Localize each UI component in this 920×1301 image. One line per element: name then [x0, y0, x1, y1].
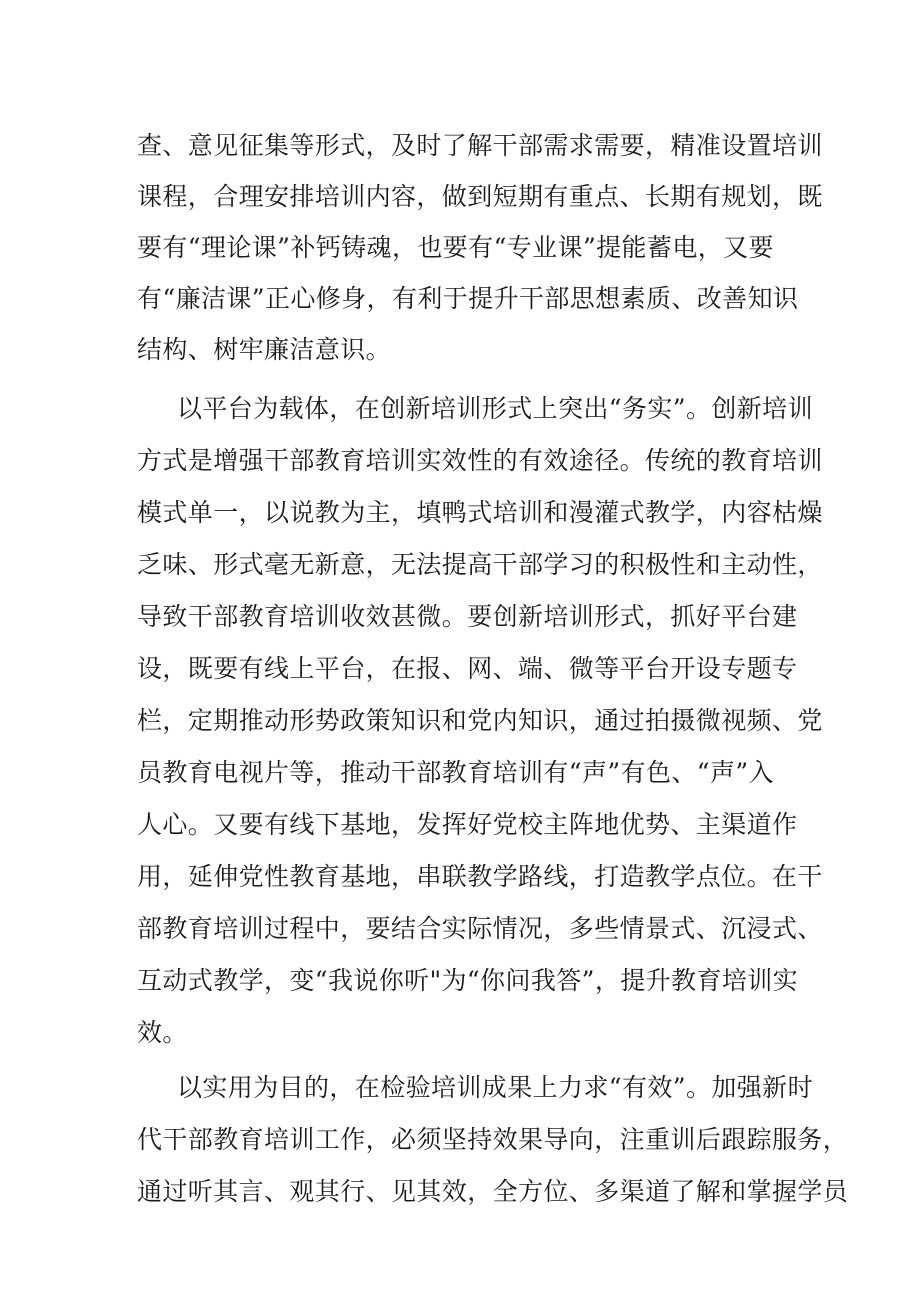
paragraph-2-line-6: 设，既要有线上平台，在报、网、端、微等平台开设专题专 — [137, 654, 798, 683]
paragraph-2-line-11: 部教育培训过程中，要结合实际情况，多些情景式、沉浸式、 — [137, 914, 823, 943]
paragraph-1-line-1: 查、意见征集等形式，及时了解干部需求需要，精准设置培训 — [137, 131, 823, 160]
paragraph-2-line-5: 导致干部教育培训收效甚微。要创新培训形式，抓好平台建 — [137, 602, 798, 631]
paragraph-2-line-3: 模式单一，以说教为主，填鸭式培训和漫灌式教学，内容枯燥 — [137, 498, 823, 527]
paragraph-2-line-8: 员教育电视片等，推动干部教育培训有“声”有色、“声”入 — [137, 758, 774, 787]
paragraph-1-line-4: 有“廉洁课”正心修身，有利于提升干部思想素质、改善知识 — [137, 284, 799, 313]
paragraph-1-line-3: 要有“理论课”补钙铸魂，也要有“专业课”提能蓄电，又要 — [137, 233, 774, 262]
paragraph-1-line-5: 结构、树牢廉洁意识。 — [137, 335, 392, 364]
paragraph-2-line-9: 人心。又要有线下基地，发挥好党校主阵地优势、主渠道作 — [137, 810, 798, 839]
paragraph-1-line-2: 课程，合理安排培训内容，做到短期有重点、长期有规划，既 — [137, 182, 823, 211]
paragraph-2-line-1: 以平台为载体，在创新培训形式上突出“务实”。创新培训 — [177, 394, 813, 423]
paragraph-3-line-2: 代干部教育培训工作，必须坚持效果导向，注重训后跟踪服务， — [137, 1125, 849, 1154]
paragraph-2-line-12: 互动式教学，变“我说你听"为“你问我答”，提升教育培训实 — [137, 966, 799, 995]
paragraph-2-line-7: 栏，定期推动形势政策知识和党内知识，通过拍摄微视频、党 — [137, 706, 823, 735]
paragraph-2-line-2: 方式是增强干部教育培训实效性的有效途径。传统的教育培训 — [137, 446, 823, 475]
paragraph-3-line-1: 以实用为目的，在检验培训成果上力求“有效”。加强新时 — [177, 1073, 813, 1102]
paragraph-3-line-3: 通过听其言、观其行、见其效，全方位、多渠道了解和掌握学员 — [137, 1177, 849, 1206]
paragraph-2-line-10: 用，延伸党性教育基地，串联教学路线，打造教学点位。在干 — [137, 862, 823, 891]
paragraph-2-line-4: 乏味、形式毫无新意，无法提高干部学习的积极性和主动性， — [137, 550, 823, 579]
paragraph-2-line-13: 效。 — [137, 1018, 188, 1047]
